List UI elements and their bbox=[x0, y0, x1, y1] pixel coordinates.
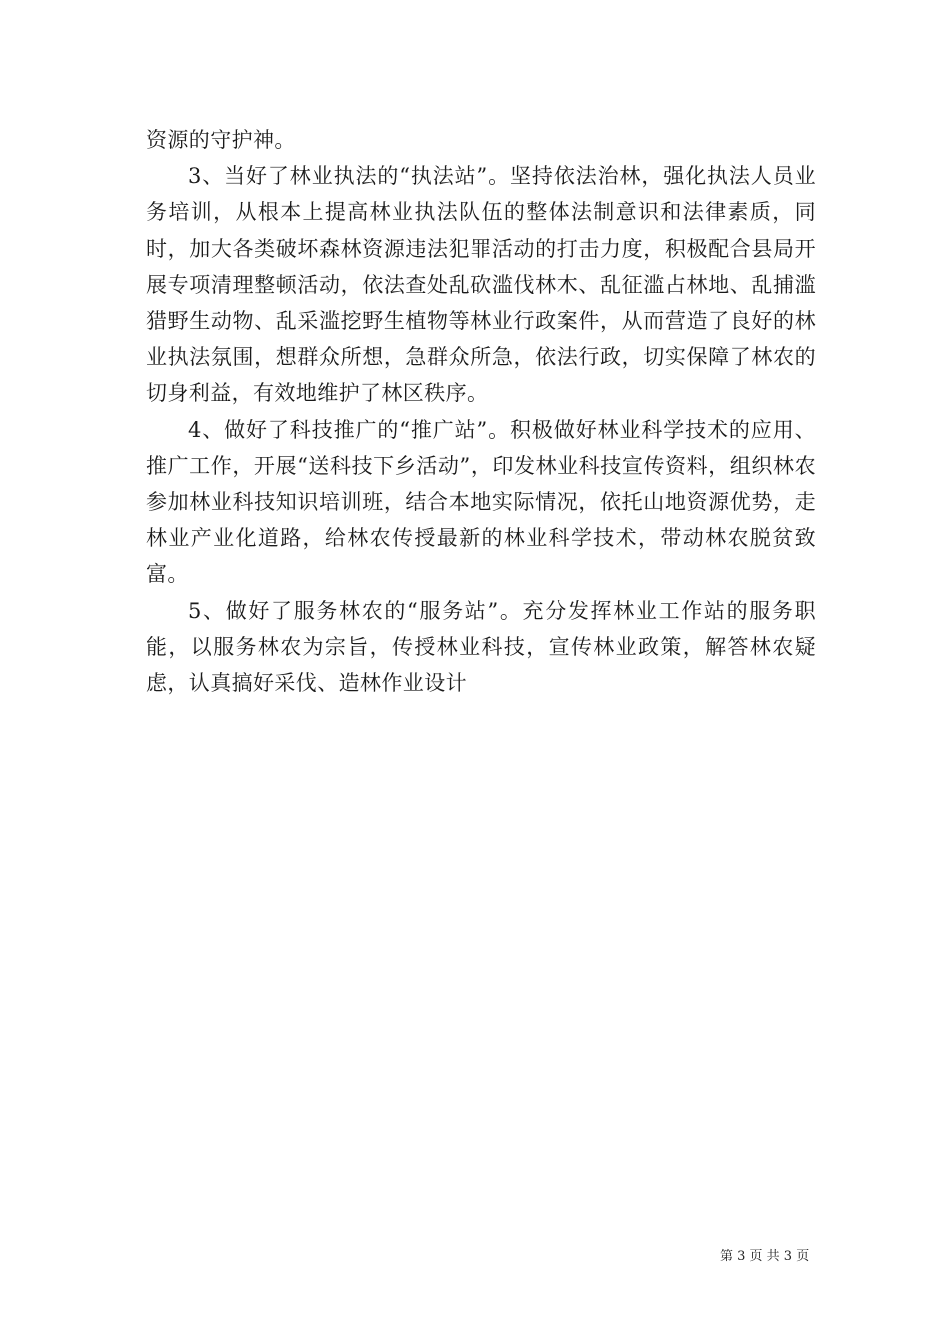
paragraph-continuation: 资源的守护神。 bbox=[146, 128, 296, 152]
paragraph-law-enforcement-station: 3、当好了林业执法的“执法站”。坚持依法治林，强化执法人员业务培训，从根本上提高林业执法队伍的整体法制意识和法律素质，同时，加大各类破坏森林资源违法犯罪活动的打击力度，积极配合县局开展专项清理整顿活动，依法查处乱砍滥伐林木、乱征滥占林地、乱捕滥猎野生动物、乱采滥挖野生植物等林业行政案件，从而营造了良好的林业执法氛围，想群众所想，急群众所急，依法行政，切实保障了林农的切身利益，有效地维护了林区秩序。 bbox=[146, 164, 816, 406]
document-body bbox=[146, 122, 816, 701]
paragraph-service-station: 5、做好了服务林农的“服务站”。充分发挥林业工作站的服务职能，以服务林农为宗旨，传授林业科技，宣传林业政策，解答林农疑虑，认真搞好采伐、造林作业设计 bbox=[146, 598, 816, 696]
paragraph-tech-promotion-station: 4、做好了科技推广的“推广站”。积极做好林业科学技术的应用、推广工作，开展“送科技下乡活动”，印发林业科技宣传资料，组织林农参加林业科技知识培训班，结合本地实际情况，依托山地资源优势，走林业产业化道路，给林农传授最新的林业科学技术，带动林农脱贫致富。 bbox=[146, 417, 816, 587]
page-number-footer: 第 3 页 共 3 页 bbox=[720, 1249, 810, 1264]
